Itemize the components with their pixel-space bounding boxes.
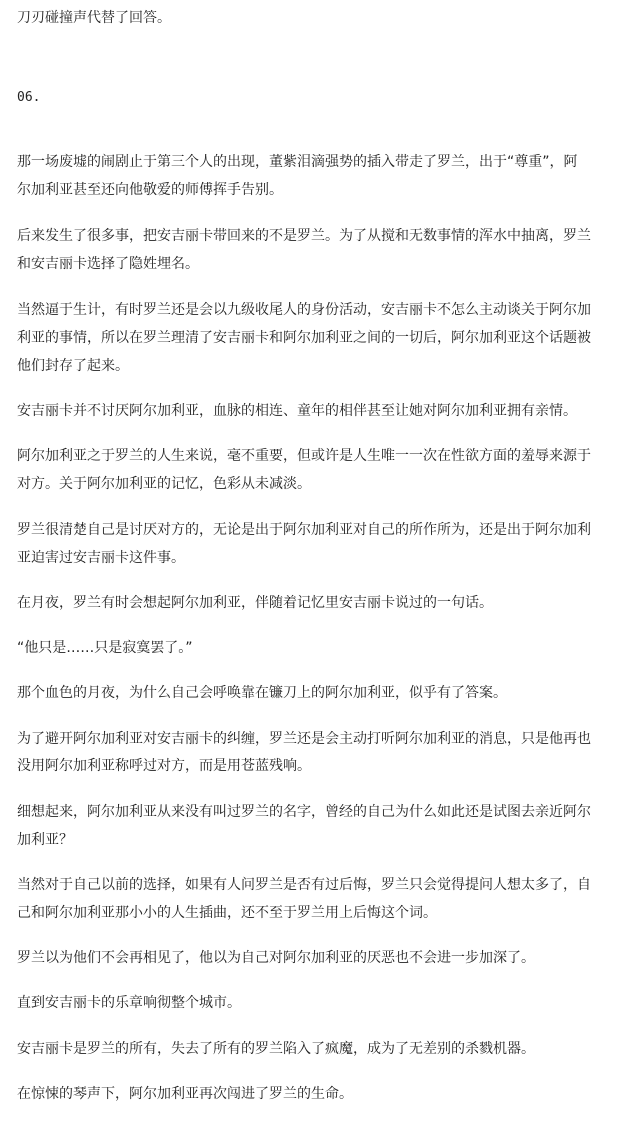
- paragraph-3-line-1: 当然逼于生计，有时罗兰还是会以九级收尾人的身份活动，安吉丽卡不怎么主动谈关于阿尔加: [17, 302, 591, 318]
- paragraph-6-line-1: 罗兰很清楚自己是讨厌对方的，无论是出于阿尔加利亚对自己的所作所为，还是出于阿尔加利: [17, 522, 591, 538]
- paragraph-4-line-1: 安吉丽卡并不讨厌阿尔加利亚，血脉的相连、童年的相伴甚至让她对阿尔加利亚拥有亲情。: [17, 403, 577, 419]
- paragraph-3-line-2: 利亚的事情，所以在罗兰理清了安吉丽卡和阿尔加利亚之间的一切后，阿尔加利亚这个话题被: [17, 330, 591, 346]
- paragraph-12-line-2: 己和阿尔加利亚那小小的人生插曲，还不至于罗兰用上后悔这个词。: [17, 905, 437, 921]
- paragraph-16-line-1: 在惊悚的琴声下，阿尔加利亚再次闯进了罗兰的生命。: [17, 1086, 353, 1102]
- paragraph-13-line-1: 罗兰以为他们不会再相见了，他以为自己对阿尔加利亚的厌恶也不会进一步加深了。: [17, 950, 535, 966]
- paragraph-7-line-1: 在月夜，罗兰有时会想起阿尔加利亚，伴随着记忆里安吉丽卡说过的一句话。: [17, 595, 493, 611]
- paragraph-15-line-1: 安吉丽卡是罗兰的所有，失去了所有的罗兰陷入了疯魔，成为了无差别的杀戮机器。: [17, 1041, 535, 1057]
- paragraph-14-line-1: 直到安吉丽卡的乐章响彻整个城市。: [17, 995, 241, 1011]
- paragraph-10-line-1: 为了避开阿尔加利亚对安吉丽卡的纠缠，罗兰还是会主动打听阿尔加利亚的消息，只是他再也: [17, 731, 591, 747]
- paragraph-9-line-1: 那个血色的月夜，为什么自己会呼唤靠在镰刀上的阿尔加利亚，似乎有了答案。: [17, 685, 507, 701]
- paragraph-5-line-1: 阿尔加利亚之于罗兰的人生来说，毫不重要，但或许是人生唯一一次在性欲方面的羞辱来源于: [17, 448, 591, 464]
- paragraph-2-line-2: 和安吉丽卡选择了隐姓埋名。: [17, 256, 199, 272]
- paragraph-1-line-2: 尔加利亚甚至还向他敬爱的师傅挥手告别。: [17, 182, 283, 198]
- paragraph-12-line-1: 当然对于自己以前的选择，如果有人问罗兰是否有过后悔，罗兰只会觉得提问人想太多了，自: [17, 877, 591, 893]
- paragraph-5-line-2: 对方。关于阿尔加利亚的记忆，色彩从未减淡。: [17, 476, 311, 492]
- paragraph-6-line-2: 亚迫害过安吉丽卡这件事。: [17, 550, 185, 566]
- paragraph-3-line-3: 他们封存了起来。: [17, 358, 129, 374]
- paragraph-10-line-2: 没用阿尔加利亚称呼过对方，而是用苍蓝残响。: [17, 758, 311, 774]
- paragraph-1-line-1: 那一场废墟的闹剧止于第三个人的出现，董紫泪滴强势的插入带走了罗兰，出于“尊重”，阿: [17, 154, 578, 170]
- section-number: 06.: [17, 90, 41, 105]
- paragraph-11-line-1: 细想起来，阿尔加利亚从来没有叫过罗兰的名字，曾经的自己为什么如此还是试图去亲近阿尔: [17, 804, 591, 820]
- paragraph-8-line-1: “他只是……只是寂寞罢了。”: [17, 640, 193, 656]
- intro-line: 刀刃碰撞声代替了回答。: [17, 10, 171, 26]
- paragraph-11-line-2: 加利亚？: [17, 832, 73, 848]
- paragraph-2-line-1: 后来发生了很多事，把安吉丽卡带回来的不是罗兰。为了从搅和无数事情的浑水中抽离，罗兰: [17, 228, 591, 244]
